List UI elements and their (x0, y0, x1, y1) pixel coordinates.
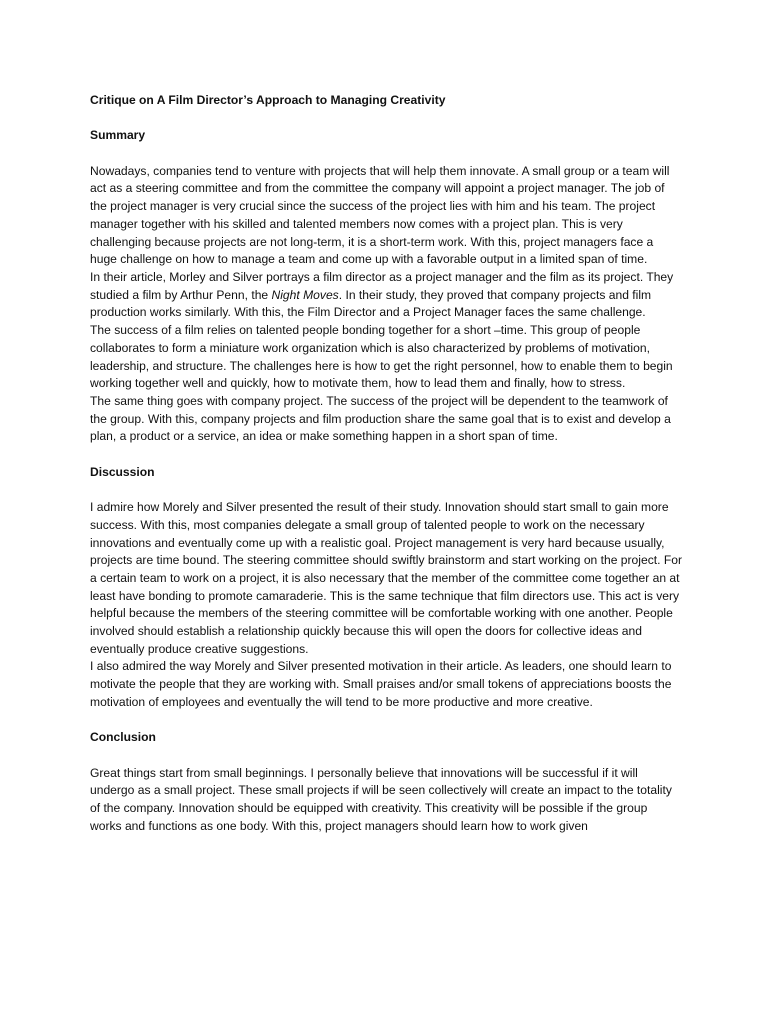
summary-paragraph-2-text-before: In their article, Morley and Silver portrays a film director as a project manager and the film as its project. They studied a film by Arthur Penn, the (90, 270, 674, 302)
section-spacer (90, 446, 682, 464)
discussion-heading: Discussion (90, 464, 155, 479)
conclusion-heading: Conclusion (90, 730, 156, 745)
discussion-paragraph-2: I also admired the way Morely and Silver presented motivation in their article. As leaders, one should learn to motivate the people that they are working with. Small praises and/or small tokens of appreciations boosts the motivation of employees and eventually the will tend to be more productive and more creative. (90, 659, 672, 709)
document-page (90, 92, 682, 835)
discussion-paragraph-1: I admire how Morely and Silver presented the result of their study. Innovation should start small to gain more success. With this, most companies delegate a small group of talented people to work on the necessary innovations and eventually come up with a realistic goal. Project management is very hard because usually, projects are time bound. The steering committee should swiftly brainstorm and start working on the project. For a certain team to work on a project, it is also necessary that the member of the committee come together an at least have bonding to promote camaraderie. This is the same technique that film directors use. This act is very helpful because the members of the steering committee will be comfortable working with one another. People involved should establish a relationship quickly because this will open the doors for collective ideas and eventually produce creative suggestions. (90, 500, 682, 656)
summary-paragraph-2-text-after: . In their study, they proved that company projects and film production works similarly. With this, the Film Director and a Project Manager faces the same challenge. (90, 287, 652, 320)
summary-heading: Summary (90, 128, 146, 143)
film-title-italic: Night Moves (271, 287, 339, 302)
conclusion-paragraph-1: Great things start from small beginnings. I personally believe that innovations will be successful if it will undergo as a small project. These small projects if will be seen collectively will create an impact to the totality of the company. Innovation should be equipped with creativity. This creativity will be possible if the group works and functions as one body. With this, project managers should learn how to work given (90, 765, 672, 833)
document-title: Critique on A Film Director’s Approach to Managing Creativity (90, 93, 446, 107)
summary-paragraph-4: The same thing goes with company project. The success of the project will be dependent to the teamwork of the group. With this, company projects and film production share the same goal that is to exist and develop a plan, a product or a service, an idea or make something happen in a short span of time. (90, 393, 671, 444)
section-spacer (90, 712, 682, 730)
summary-paragraph-3: The success of a film relies on talented people bonding together for a short –time. This group of people collaborates to form a miniature work organization which is also characterized by problems of motivation, leadership, and structure. The challenges here is how to get the right personnel, how to enable them to begin working together well and quickly, how to motivate them, how to lead them and finally, how to stress. (90, 323, 673, 391)
summary-paragraph-2 (90, 269, 682, 322)
summary-paragraph-1: Nowadays, companies tend to venture with projects that will help them innovate. A small group or a team will act as a steering committee and from the committee the company will appoint a project manager. The job of the project manager is very crucial since the success of the project lies with him and his team. The project manager together with his skilled and talented members now comes with a project plan. This is very challenging because projects are not long-term, it is a short-term work. With this, project managers face a huge challenge on how to manage a team and come up with a favorable output in a limited span of time. (90, 163, 670, 267)
